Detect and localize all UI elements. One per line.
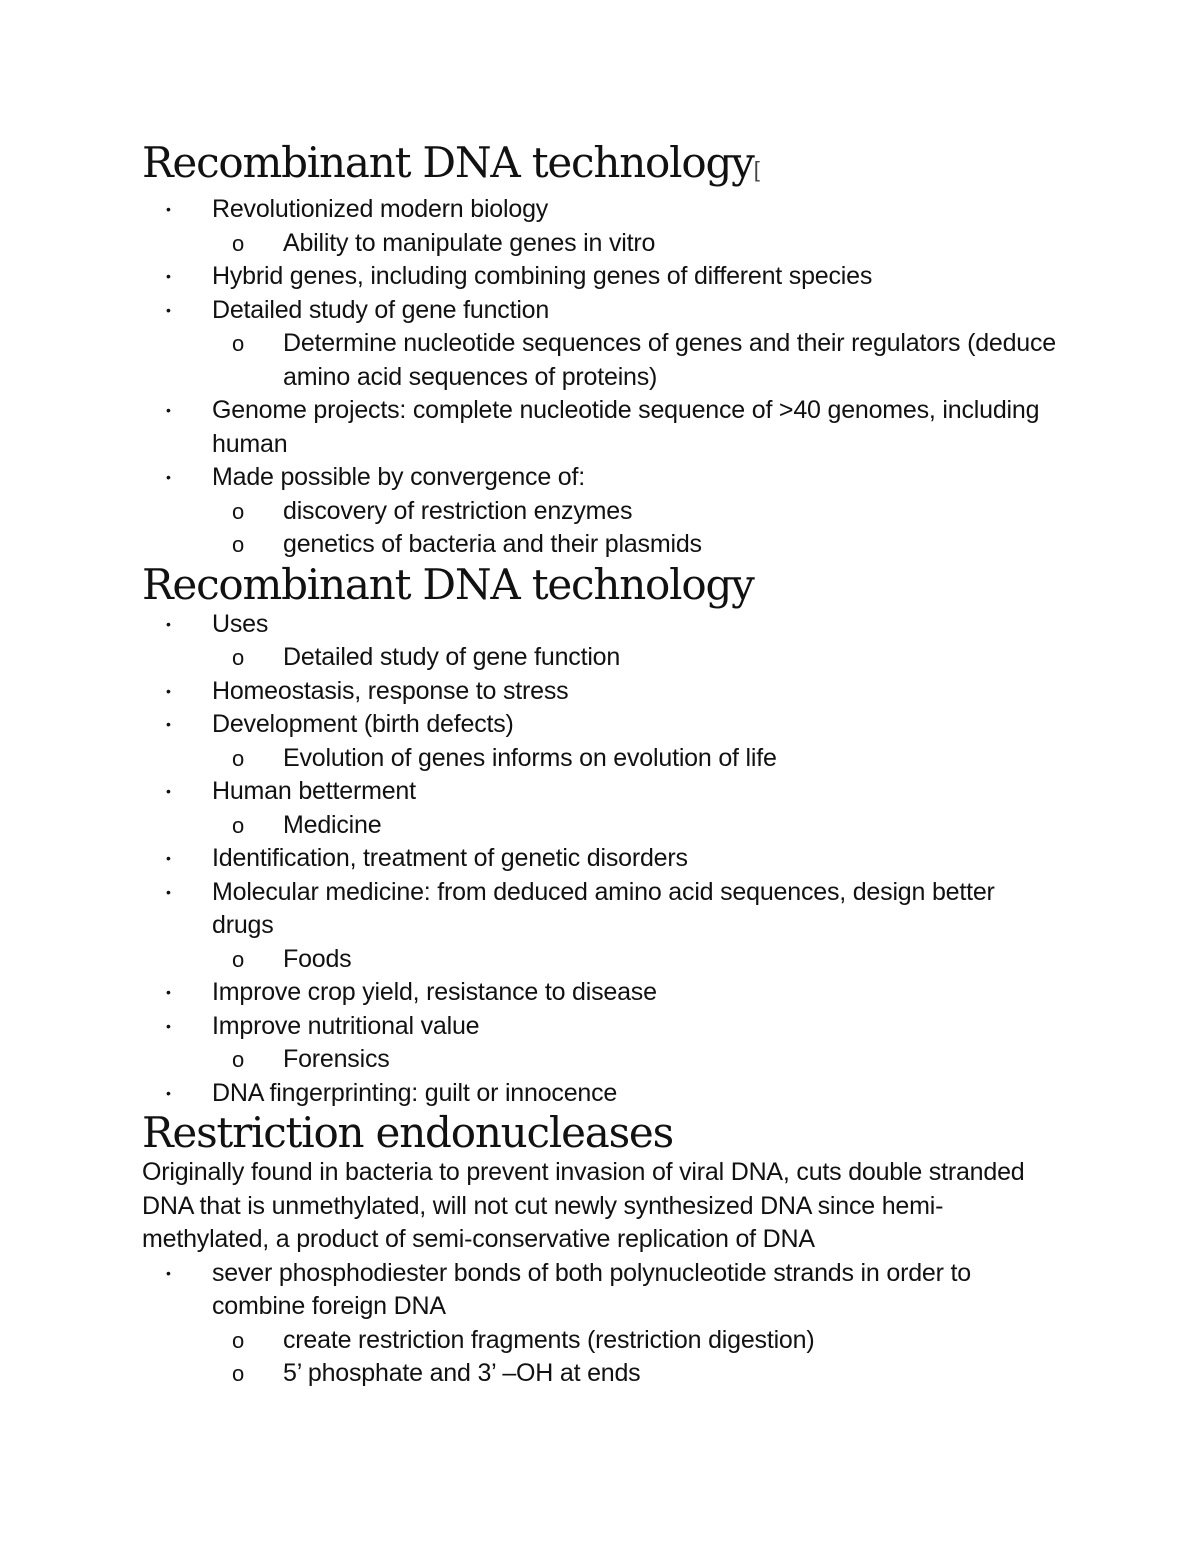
list-item-text: Evolution of genes informs on evolution of life	[283, 743, 777, 772]
list-item	[142, 876, 1062, 943]
sub-bullet-icon: o	[232, 1361, 245, 1386]
list-item-text: Molecular medicine: from deduced amino acid sequences, design better drugs	[212, 877, 995, 939]
sub-bullet-icon: o	[232, 1327, 245, 1353]
sub-bullet-icon: o	[232, 946, 245, 972]
bullet-list	[142, 193, 1062, 562]
list-item	[142, 976, 1062, 1010]
list-item	[142, 1257, 1062, 1324]
list-item	[142, 842, 1062, 876]
section-paragraph: Originally found in bacteria to prevent invasion of viral DNA, cuts double stranded DNA that is unmethylated, will not cut newly synthesized DNA since hemi-methylated, a product of semi-conservative replication of DNA	[142, 1158, 1025, 1253]
list-item-text: discovery of restriction enzymes	[283, 496, 633, 525]
section-heading: Recombinant DNA technology	[142, 559, 754, 609]
list-item	[142, 608, 1062, 642]
list-item-text: Foods	[283, 944, 352, 973]
section-restriction-endonucleases	[142, 1110, 1062, 1391]
list-item	[142, 675, 1062, 709]
bullet-icon: •	[166, 469, 171, 485]
sub-bullet-icon: o	[232, 812, 245, 838]
sub-list-item	[142, 528, 1062, 562]
sub-bullet-icon: o	[232, 498, 245, 524]
text-cursor: [	[753, 157, 760, 182]
list-item	[142, 708, 1062, 742]
list-item-text: 5’ phosphate and 3’ –OH at ends	[283, 1359, 641, 1387]
document-page	[142, 140, 1062, 1391]
sub-list-item	[142, 1324, 1062, 1358]
section-recombinant-dna-1	[142, 140, 1062, 562]
list-item-text: Made possible by convergence of:	[212, 463, 585, 491]
section-heading: Restriction endonucleases	[142, 1108, 673, 1157]
bullet-icon: •	[166, 783, 171, 799]
bullet-icon: •	[166, 984, 171, 1000]
sub-list-item	[142, 809, 1062, 843]
sub-list-item	[142, 495, 1062, 529]
sub-bullet-icon: o	[232, 532, 245, 557]
sub-list-item	[142, 1357, 1062, 1391]
list-item-text: Detailed study of gene function	[212, 295, 550, 324]
list-item-text: Revolutionized modern biology	[212, 195, 549, 223]
list-item	[142, 193, 1062, 227]
list-item-text: genetics of bacteria and their plasmids	[283, 530, 702, 558]
list-item-text: Human betterment	[212, 777, 416, 805]
list-item	[142, 294, 1062, 328]
bullet-icon: •	[166, 716, 171, 732]
list-item-text: Forensics	[283, 1045, 390, 1073]
sub-bullet-icon: o	[232, 745, 245, 771]
list-item-text: Determine nucleotide sequences of genes and their regulators (deduce amino acid sequences of proteins)	[283, 329, 1057, 391]
list-item-text: Development (birth defects)	[212, 710, 514, 738]
list-item	[142, 461, 1062, 495]
list-item-text: Improve nutritional value	[212, 1011, 480, 1040]
sub-bullet-icon: o	[232, 230, 245, 256]
bullet-icon: •	[166, 402, 171, 418]
bullet-icon: •	[166, 1017, 171, 1034]
bullet-icon: •	[166, 850, 171, 866]
list-item-text: Genome projects: complete nucleotide sequence of >40 genomes, including human	[212, 396, 1040, 458]
section-recombinant-dna-2	[142, 559, 1062, 1111]
list-item	[142, 260, 1062, 294]
bullet-icon: •	[166, 883, 171, 900]
list-item-text: Improve crop yield, resistance to disease	[212, 978, 657, 1006]
list-item-text: Uses	[212, 609, 269, 638]
sub-list-item	[142, 1043, 1062, 1077]
list-item-text: sever phosphodiester bonds of both polynucleotide strands in order to combine foreign DNA	[212, 1258, 971, 1320]
sub-bullet-icon: o	[232, 331, 245, 356]
sub-list-item	[142, 742, 1062, 776]
bullet-icon: •	[166, 682, 171, 699]
bullet-icon: •	[166, 1084, 171, 1101]
bullet-icon: •	[166, 268, 171, 284]
list-item-text: Identification, treatment of genetic disorders	[212, 844, 688, 872]
bullet-list	[142, 1257, 1062, 1391]
list-item-text: create restriction fragments (restriction digestion)	[283, 1325, 815, 1354]
bullet-icon: •	[166, 615, 171, 632]
bullet-icon: •	[166, 201, 171, 217]
bullet-icon: •	[166, 1264, 171, 1281]
list-item	[142, 775, 1062, 809]
sub-list-item	[142, 943, 1062, 977]
list-item	[142, 1077, 1062, 1111]
list-item	[142, 394, 1062, 461]
list-item-text: Homeostasis, response to stress	[212, 676, 569, 705]
sub-list-item	[142, 641, 1062, 675]
sub-bullet-icon: o	[232, 645, 245, 670]
bullet-icon: •	[166, 301, 171, 318]
list-item-text: Detailed study of gene function	[283, 643, 621, 671]
section-heading	[142, 140, 1062, 193]
list-item-text: Ability to manipulate genes in vitro	[283, 228, 656, 257]
list-item-text: DNA fingerprinting: guilt or innocence	[212, 1078, 618, 1107]
sub-bullet-icon: o	[232, 1047, 245, 1072]
bullet-list	[142, 608, 1062, 1111]
list-item	[142, 1010, 1062, 1044]
heading-text: Recombinant DNA technology	[142, 138, 754, 187]
sub-list-item	[142, 227, 1062, 261]
list-item-text: Medicine	[283, 810, 382, 839]
list-item-text: Hybrid genes, including combining genes of different species	[212, 262, 873, 290]
sub-list-item	[142, 327, 1062, 394]
